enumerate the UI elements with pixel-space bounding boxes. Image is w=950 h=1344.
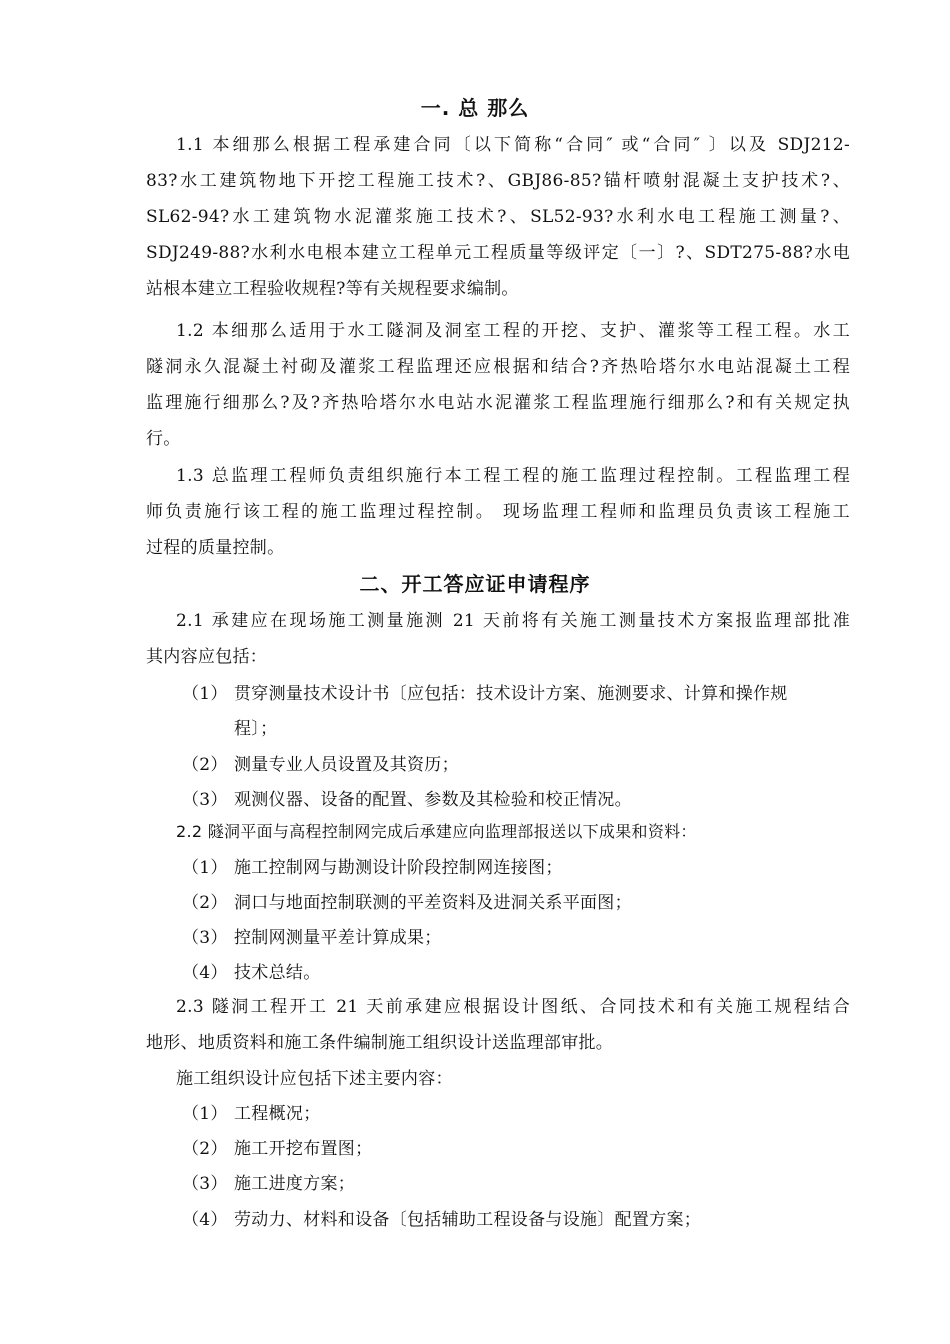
list-text: 工程概况； [234,1104,321,1124]
paragraph-1-2-line: 隧洞永久混凝土衬砌及灌浆工程监理还应根据和结合?齐热哈塔尔水电站混凝土工程 [146,357,850,377]
list-number: （1） [182,858,228,878]
paragraph-1-1-line: 83?水工建筑物地下开挖工程施工技术?、GBJ86-85?锚杆喷射混凝土支护技术?、 [146,171,850,191]
list-number: （3） [182,790,228,810]
list-text: 施工进度方案； [234,1174,356,1194]
list-number: （2） [182,1139,228,1159]
list-item [182,1169,355,1194]
list-text: 控制网测量平差计算成果； [234,928,442,948]
list-text: 技术总结。 [234,963,321,983]
paragraph-1-3-line: 师负责施行该工程的施工监理过程控制。 现场监理工程师和监理员负责该工程施工 [146,502,850,522]
paragraph-1-2-line: 1.2 本细那么适用于水工隧洞及洞室工程的开挖、支护、灌浆等工程工程。水工 [176,321,850,341]
paragraph-2-3-line: 2.3 隧洞工程开工 21 天前承建应根据设计图纸、合同技术和有关施工规程结合 [176,997,850,1017]
paragraph-1-2-line: 行。 [146,429,181,449]
list-text: 劳动力、材料和设备〔包括辅助工程设备与设施〕配置方案； [234,1210,702,1230]
list-number: （2） [182,755,228,775]
paragraph-2-1-line: 其内容应包括： [146,647,268,667]
paragraph-1-2-line: 监理施行细那么?及?齐热哈塔尔水电站水泥灌浆工程监理施行细那么?和有关规定执 [146,393,850,413]
section-heading-2: 二、开工答应证申请程序 [359,572,591,596]
list-text: 贯穿测量技术设计书〔应包括：技术设计方案、施测要求、计算和操作规 [234,684,788,704]
paragraph-1-1-line: SL62-94?水工建筑物水泥灌浆施工技术?、SL52-93?水利水电工程施工测量?、 [146,207,850,227]
list-number: （1） [182,684,228,704]
list-text: 观测仪器、设备的配置、参数及其检验和校正情况。 [234,790,632,810]
paragraph-2-1-line: 2.1 承建应在现场施工测量施测 21 天前将有关施工测量技术方案报监理部批准 [176,611,850,631]
list-item [182,750,459,775]
list-item [182,958,321,983]
list-item [182,1134,372,1159]
list-item [182,853,563,878]
section-heading-1: 一. 总 那么 [420,96,530,120]
paragraph-1-1-line: 1.1 本细那么根据工程承建合同〔以下简称“合同″ 或“合同″ 〕以及 SDJ212- [176,135,850,155]
list-item [182,679,788,704]
paragraph-2-3-line: 地形、地质资料和施工条件编制施工组织设计送监理部审批。 [146,1033,614,1053]
paragraph-1-1-line: 站根本建立工程验收规程?等有关规程要求编制。 [146,279,519,299]
list-number: （1） [182,1104,228,1124]
list-number: （3） [182,1174,228,1194]
list-item-continuation: 程〕； [234,719,278,739]
paragraph-1-3-line: 过程的质量控制。 [146,538,285,558]
paragraph-1-3-line: 1.3 总监理工程师负责组织施行本工程工程的施工监理过程控制。工程监理工程 [176,466,850,486]
list-item [182,1099,321,1124]
list-number: （3） [182,928,228,948]
list-item [182,923,442,948]
list-text: 施工开挖布置图； [234,1139,373,1159]
list-text: 测量专业人员设置及其资历； [234,755,459,775]
paragraph-2-3b: 施工组织设计应包括下述主要内容： [176,1069,453,1089]
list-number: （4） [182,1210,228,1230]
list-text: 施工控制网与勘测设计阶段控制网连接图； [234,858,563,878]
list-item [182,888,632,913]
paragraph-1-1-line: SDJ249-88?水利水电根本建立工程单元工程质量等级评定〔一〕?、SDT275-88?水电 [146,243,850,263]
list-text: 洞口与地面控制联测的平差资料及进洞关系平面图； [234,893,632,913]
paragraph-2-2: 2.2 隧洞平面与高程控制网完成后承建应向监理部报送以下成果和资料： [176,822,697,841]
list-number: （4） [182,963,228,983]
list-number: （2） [182,893,228,913]
list-item [182,1205,701,1230]
list-item [182,785,632,810]
